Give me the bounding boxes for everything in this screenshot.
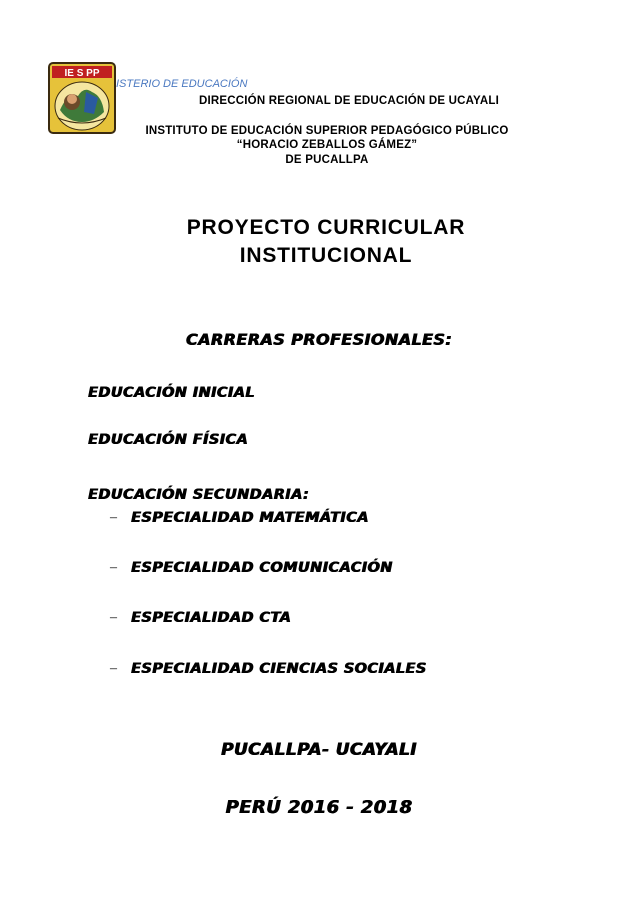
specialty-label: ESPECIALIDAD COMUNICACIÓN bbox=[131, 560, 393, 576]
career-item: EDUCACIÓN FÍSICA bbox=[88, 432, 249, 448]
year-range-label: PERÚ 2016 - 2018 bbox=[225, 797, 413, 818]
logo-lettering: IE S PP bbox=[64, 68, 100, 79]
institute-name-line1: INSTITUTO DE EDUCACIÓN SUPERIOR PEDAGÓGICO PÚBLICO bbox=[145, 125, 509, 137]
specialty-label: ESPECIALIDAD CTA bbox=[131, 610, 292, 626]
specialty-label: ESPECIALIDAD CIENCIAS SOCIALES bbox=[131, 661, 427, 677]
institute-name-line3: DE PUCALLPA bbox=[285, 154, 369, 166]
specialty-item bbox=[110, 510, 369, 526]
specialty-label: ESPECIALIDAD MATEMÁTICA bbox=[131, 510, 369, 526]
list-dash: – bbox=[110, 610, 117, 625]
location-label: PUCALLPA- UCAYALI bbox=[221, 740, 417, 760]
career-item: EDUCACIÓN INICIAL bbox=[88, 385, 255, 401]
careers-heading: CARRERAS PROFESIONALES: bbox=[185, 330, 453, 349]
career-item: EDUCACIÓN SECUNDARIA: bbox=[88, 487, 310, 503]
document-title-line2: INSTITUCIONAL bbox=[239, 244, 413, 267]
institute-name-line2: “HORACIO ZEBALLOS GÁMEZ” bbox=[236, 139, 418, 151]
list-dash: – bbox=[110, 510, 117, 525]
list-dash: – bbox=[110, 661, 117, 676]
document-title-line1: PROYECTO CURRICULAR bbox=[186, 216, 466, 239]
specialty-item bbox=[110, 560, 393, 576]
specialty-item bbox=[110, 610, 291, 626]
ministry-label: ISTERIO DE EDUCACIÓN bbox=[116, 78, 248, 90]
regional-direction: DIRECCIÓN REGIONAL DE EDUCACIÓN DE UCAYALI bbox=[199, 95, 499, 107]
specialty-item bbox=[110, 661, 427, 677]
list-dash: – bbox=[110, 560, 117, 575]
